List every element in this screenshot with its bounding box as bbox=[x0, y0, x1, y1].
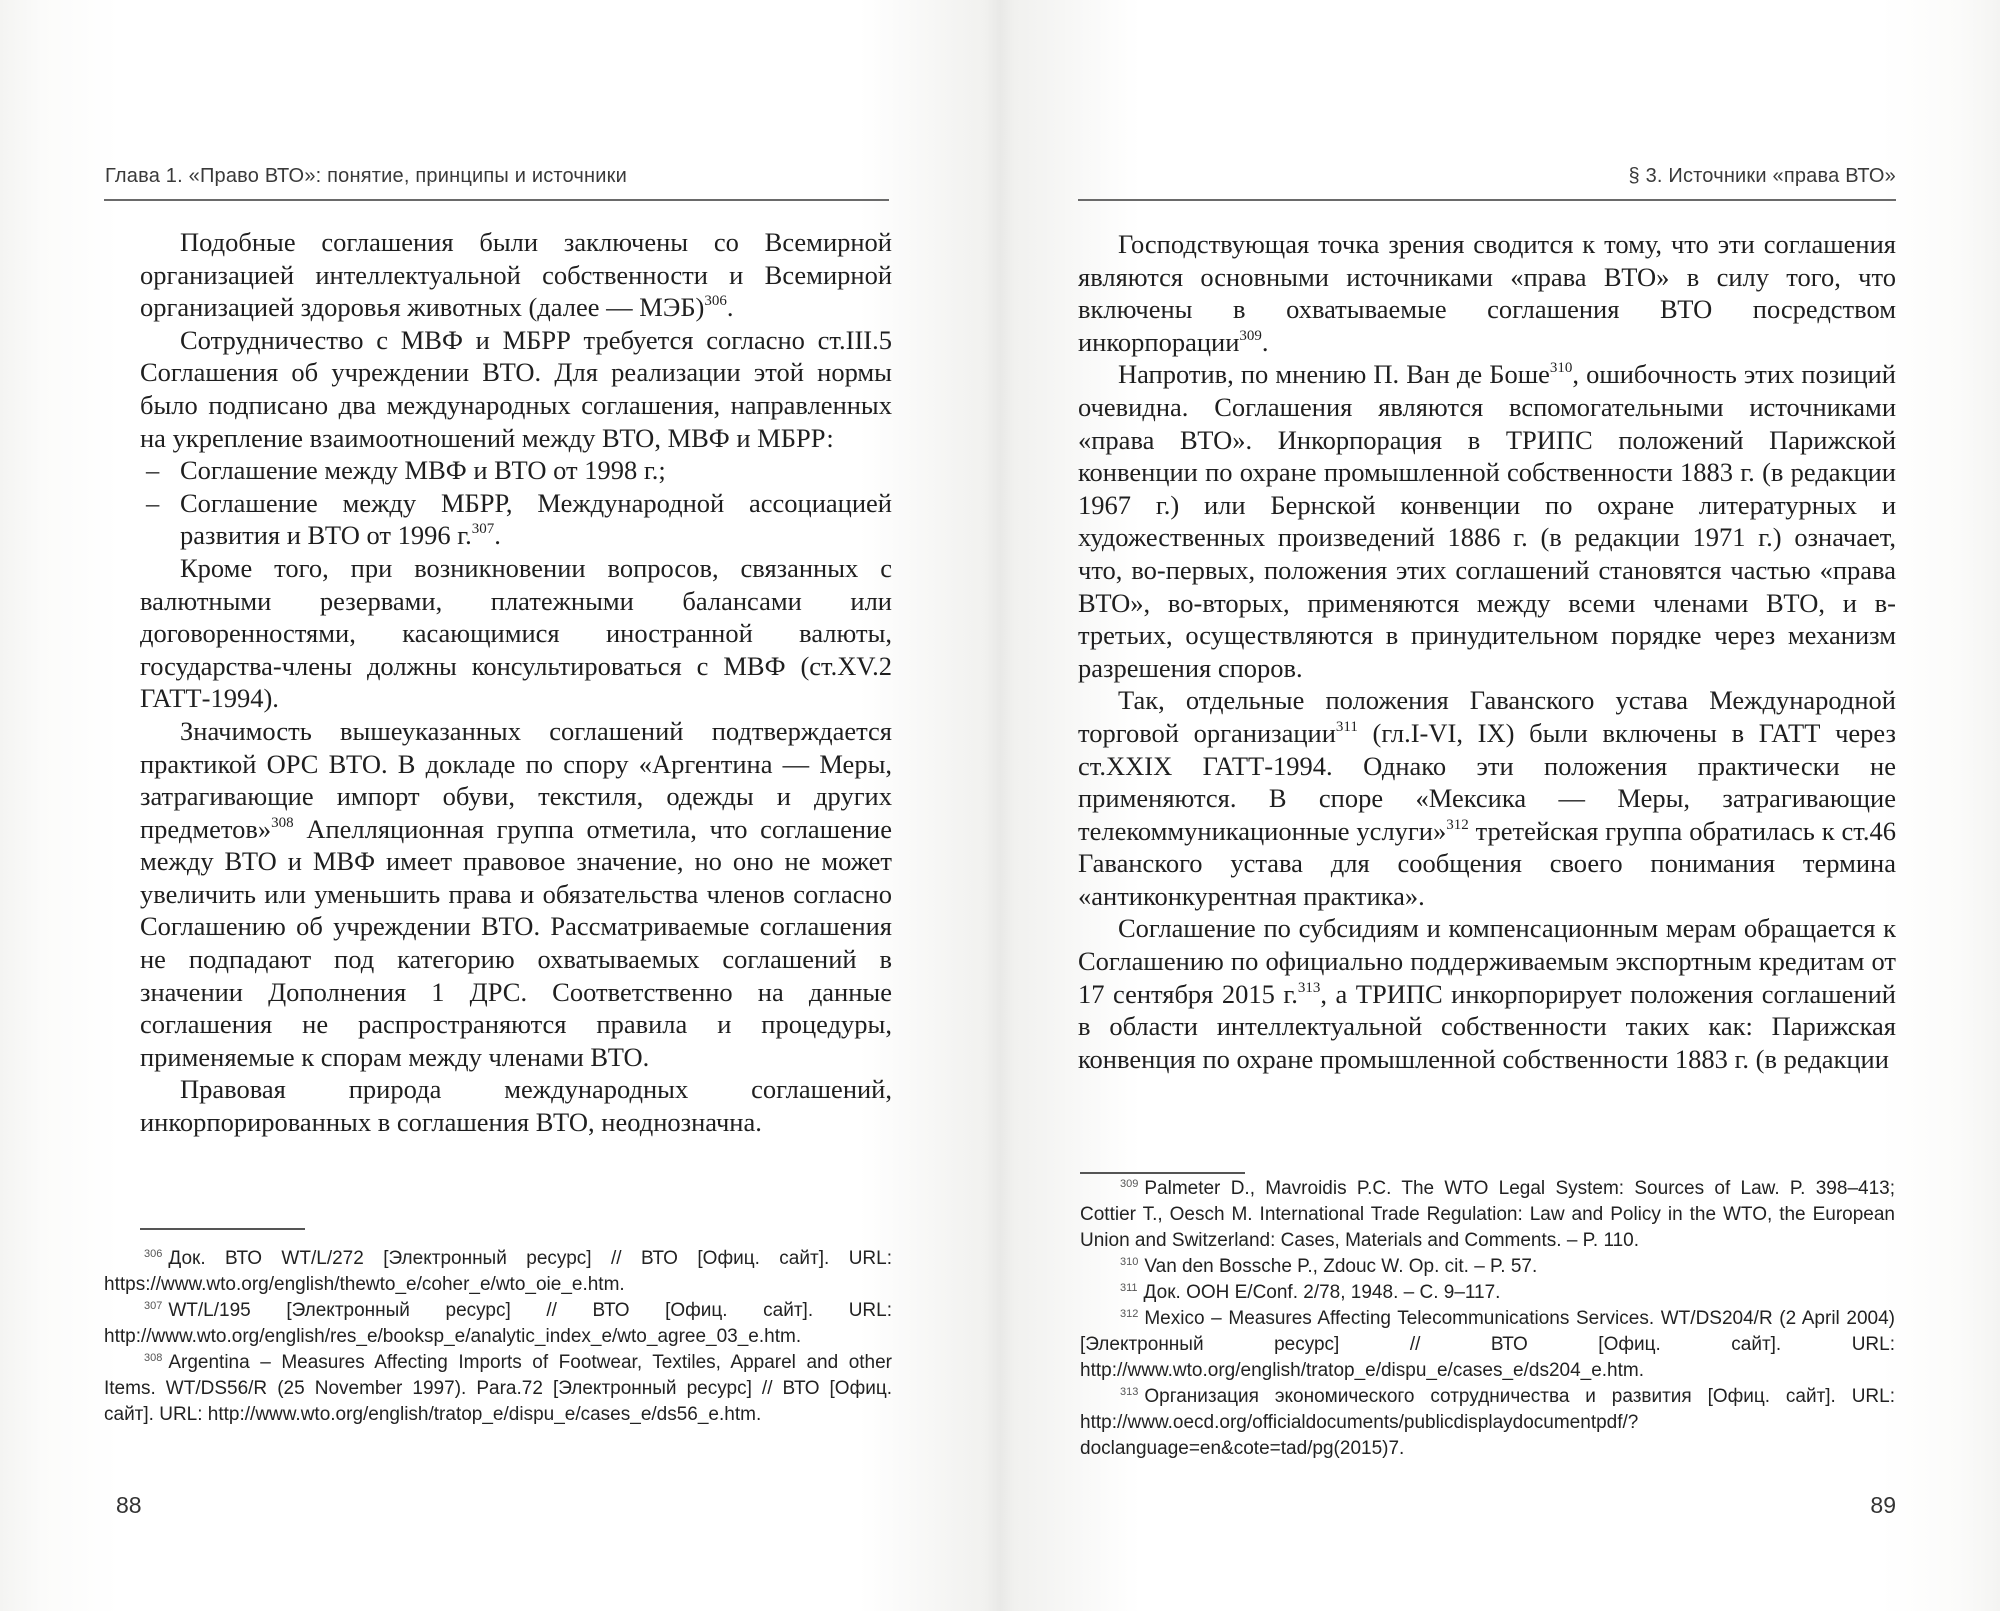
footnote-number: 308 bbox=[144, 1352, 163, 1364]
footnote-ref[interactable]: 311 bbox=[1335, 718, 1358, 735]
footnote-ref[interactable]: 309 bbox=[1239, 327, 1262, 344]
paragraph: Так, отдельные положения Гаванского устава Международной торговой организации$^{311}$ (гл.I-VI, IX) были включены в ГАТТ через ст.XXIX ГАТТ-1994. Однако эти положения практически не применяются. В споре «Мексика — Меры, затрагивающие телекоммуникационные услуги»$^{312}$ третейская группа обратилась к ст.46 Гаванского устава для сообщения своего понимания термина «антиконкурентная практика». bbox=[1078, 685, 1897, 911]
footnote-number: 307 bbox=[144, 1300, 163, 1312]
paragraph: Соглашение по субсидиям и компенсационным мерам обращается к Соглашению по официально поддерживаемым экспортным кредитам от 17 сентября 2015 г.$^{313}$, а ТРИПС инкорпорирует положения соглашений в области интеллектуальной собственности таких как: Парижская конвенция по охране промышленной собственности 1883 г. (в редакции bbox=[1078, 913, 1896, 1074]
footnote: $^{308}$ Argentina – Measures Affecting Imports of Footwear, Textiles, Apparel and other Items. WT/DS56/R (25 November 1997). Para.72 [Электронный ресурс] // ВТО [Офиц. сайт]. URL: http://www.wto.org/english/tratop_e/dispu_e/cases_e/ds56_e.htm. bbox=[104, 1352, 892, 1425]
footnote-ref[interactable]: 307 bbox=[471, 521, 495, 538]
paragraph: Напротив, по мнению П. Ван де Боше$^{310}$, ошибочность этих позиций очевидна. Соглашения являются вспомогательными источниками «права ВТО». Инкорпорация в ТРИПС положений Парижской конвенции по охране промышленной собственности 1883 г. (в редакции 1967 г.) или Бернской конвенции по охране литературных и художественных произведений 1886 г. (в редакции 1971 г.) означает, что, во-первых, положения этих соглашений становятся частью «права ВТО», во-вторых, применяются между всеми членами ВТО, и в-третьих, осуществляются в принудительном порядке через механизм разрешения споров. bbox=[1078, 359, 1896, 683]
right-page bbox=[1000, 0, 2000, 1611]
footnote-number: 312 bbox=[1120, 1308, 1139, 1320]
footnote: $^{313}$ Организация экономического сотрудничества и развития [Офиц. сайт]. URL: http://www.oecd.org/officialdocuments/publicdisplaydocumentpdf/?doclanguage=en&cote=tad/pg(2015)7. bbox=[1080, 1386, 1895, 1459]
footnote-ref[interactable]: 306 bbox=[704, 293, 727, 310]
paragraph: Сотрудничество с МВФ и МБРР требуется согласно ст.III.5 Соглашения об учреждении ВТО. Для реализации этой нормы было подписано два международных соглашения, направленных на укрепление взаимоотношений между ВТО, МВФ и МБРР: bbox=[140, 324, 892, 453]
footnote-rule bbox=[140, 1228, 305, 1230]
running-head-section: § 3. Источники «права ВТО» bbox=[1628, 165, 1896, 187]
running-head-chapter: Глава 1. «Право ВТО»: понятие, принципы и источники bbox=[105, 165, 627, 187]
footnote: $^{312}$ Mexico – Measures Affecting Telecommunications Services. WT/DS204/R (2 April 2004) [Электронный ресурс] // ВТО [Офиц. сайт]. URL: http://www.wto.org/english/tratop_e/dispu_e/cases_e/ds204_e.htm. bbox=[1080, 1308, 1895, 1381]
list-item: – Соглашение между МБРР, Международной ассоциацией развития и ВТО от 1996 г.$^{307}$. bbox=[146, 487, 892, 551]
footnote: $^{311}$ Док. ООН E/Conf. 2/78, 1948. – С. 9–117. bbox=[1120, 1282, 1501, 1303]
left-page-body bbox=[140, 226, 892, 1139]
footnote-ref[interactable]: 312 bbox=[1446, 816, 1469, 833]
paragraph: Господствующая точка зрения сводится к тому, что эти соглашения являются основными источниками «права ВТО» в силу того, что включены в охватываемые соглашения ВТО посредством инкорпорации$^{309}$. bbox=[1078, 229, 1896, 357]
footnote-number: 309 bbox=[1120, 1178, 1139, 1190]
page-number: 89 bbox=[1870, 1492, 1896, 1518]
page-number: 88 bbox=[116, 1492, 142, 1518]
paragraph: Правовая природа международных соглашений, инкорпорированных в соглашения ВТО, неоднозначна. bbox=[140, 1074, 892, 1138]
dash-bullet: – bbox=[146, 455, 160, 486]
left-footnotes bbox=[104, 1246, 892, 1428]
paragraph: Подобные соглашения были заключены со Всемирной организацией интеллектуальной собственности и Всемирной организацией здоровья животных (далее — МЭБ)$^{306}$. bbox=[140, 227, 892, 323]
footnote-ref[interactable]: 313 bbox=[1297, 979, 1321, 996]
paragraph: Кроме того, при возникновении вопросов, связанных с валютными резервами, платежными балансами или договоренностями, касающимися иностранной валюты, государства-члены должны консультироваться с МВФ (ст.XV.2 ГАТТ-1994). bbox=[140, 552, 892, 714]
footnote: $^{310}$ Van den Bossche P., Zdouc W. Op. cit. – P. 57. bbox=[1120, 1256, 1538, 1277]
footnote: $^{307}$ WT/L/195 [Электронный ресурс] // ВТО [Офиц. сайт]. URL: http://www.wto.org/english/res_e/booksp_e/analytic_index_e/wto_agree_03_e.htm. bbox=[104, 1300, 892, 1347]
footnote: $^{306}$ Док. ВТО WT/L/272 [Электронный ресурс] // ВТО [Офиц. сайт]. URL: https://www.wto.org/english/thewto_e/coher_e/wto_oie_e.htm. bbox=[104, 1248, 892, 1295]
footnote-ref[interactable]: 310 bbox=[1549, 360, 1573, 377]
right-footnotes bbox=[1080, 1176, 1895, 1462]
dash-bullet: – bbox=[146, 487, 160, 518]
footnote: $^{309}$ Palmeter D., Mavroidis P.C. The WTO Legal System: Sources of Law. P. 398–413; Cottier T., Oesch M. International Trade Regulation: Law and Policy in the WTO, the European Union and Switzerland: Cases, Materials and Comments. – P. 110. bbox=[1080, 1178, 1895, 1251]
footnote-number: 306 bbox=[144, 1248, 163, 1260]
right-page-body bbox=[1078, 228, 1896, 1075]
list-item: – Соглашение между МВФ и ВТО от 1998 г.; bbox=[146, 455, 666, 486]
running-head-rule bbox=[104, 199, 889, 201]
paragraph: Значимость вышеуказанных соглашений подтверждается практикой ОРС ВТО. В докладе по спору «Аргентина — Меры, затрагивающие импорт обуви, текстиля, одежды и других предметов»$^{308}$ Апелляционная группа отметила, что соглашение между ВТО и МВФ имеет правовое значение, но оно не может увеличить или уменьшить права и обязательства членов согласно Соглашению об учреждении ВТО. Рассматриваемые соглашения не подпадают под категорию охватываемых соглашений в значении Дополнения 1 ДРС. Соответственно на данные соглашения не распространяются правила и процедуры, применяемые к спорам между членами ВТО. bbox=[140, 715, 892, 1072]
footnote-ref[interactable]: 308 bbox=[271, 814, 294, 831]
running-head-rule bbox=[1078, 199, 1896, 201]
footnote-number: 310 bbox=[1120, 1256, 1139, 1268]
footnote-number: 313 bbox=[1120, 1386, 1139, 1398]
agreements-list bbox=[140, 454, 892, 552]
footnote-number: 311 bbox=[1120, 1282, 1138, 1294]
footnote-rule bbox=[1080, 1172, 1245, 1174]
